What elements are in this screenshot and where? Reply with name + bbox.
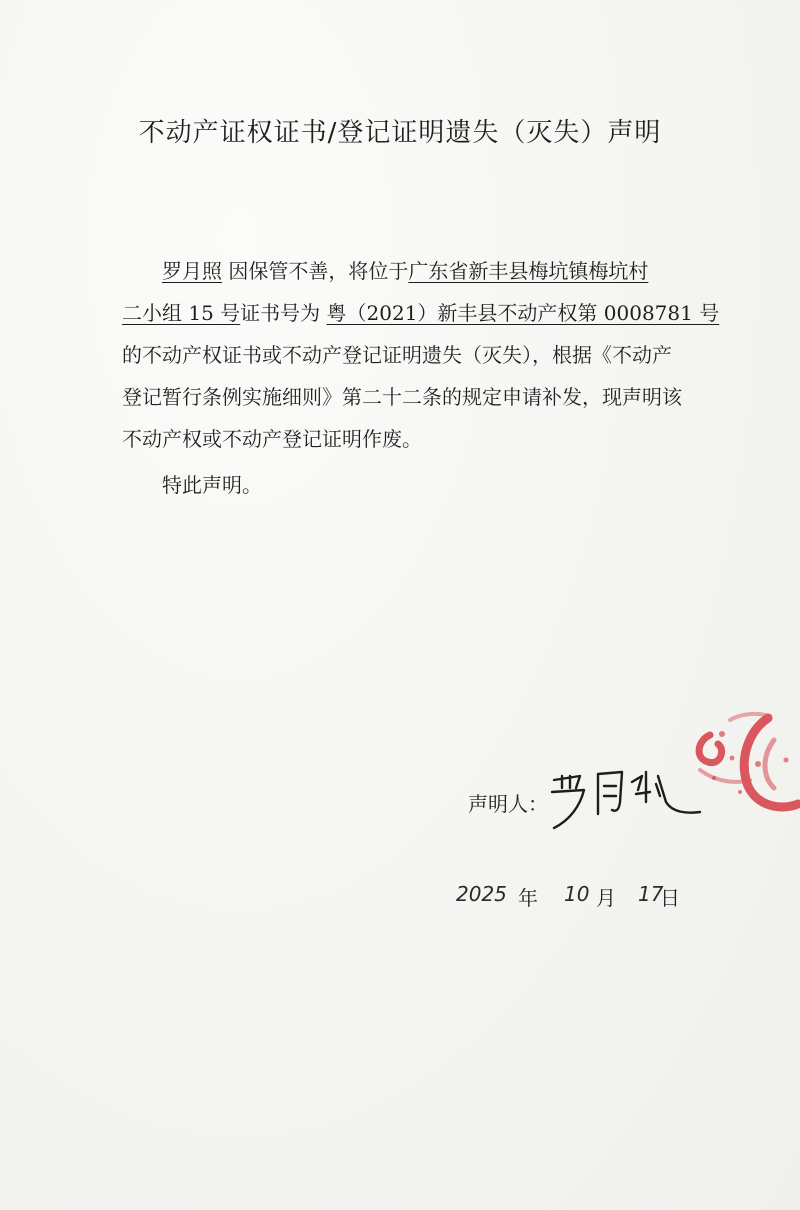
certificate-number: 粤（2021）新丰县不动产权第 0008781 号 xyxy=(326,301,720,325)
date-day: 17 xyxy=(638,882,664,906)
paragraph-line-5: 不动产权或不动产登记证明作废。 xyxy=(122,427,422,451)
closing-text: 特此声明。 xyxy=(162,473,262,497)
handwritten-signature xyxy=(540,762,710,832)
paragraph-line-2 xyxy=(122,292,720,334)
date-month-label: 月 xyxy=(596,886,616,910)
date-month: 10 xyxy=(564,882,590,906)
date-year-label: 年 xyxy=(518,886,538,910)
declarant-label: 声明人： xyxy=(468,792,548,816)
date-day-label: 日 xyxy=(660,886,680,910)
statement-paragraph xyxy=(122,250,720,460)
property-location: 广东省新丰县梅坑镇梅坑村 xyxy=(408,259,649,283)
paragraph-text: 因保管不善，将位于 xyxy=(222,259,409,283)
paragraph-line-4: 登记暂行条例实施细则》第二十二条的规定申请补发，现声明该 xyxy=(122,385,682,409)
document-title: 不动产证权证书/登记证明遗失（灭失）声明 xyxy=(138,118,662,148)
property-location-cont: 二小组 15 号 xyxy=(122,301,241,325)
date-year: 2025 xyxy=(456,882,507,906)
paragraph-text: 证书号为 xyxy=(240,301,327,325)
owner-name: 罗月照 xyxy=(162,259,222,283)
declaration-date xyxy=(456,878,696,928)
paragraph-line-1 xyxy=(122,250,692,292)
paragraph-line-3: 的不动产权证书或不动产登记证明遗失（灭失），根据《不动产 xyxy=(122,343,672,367)
